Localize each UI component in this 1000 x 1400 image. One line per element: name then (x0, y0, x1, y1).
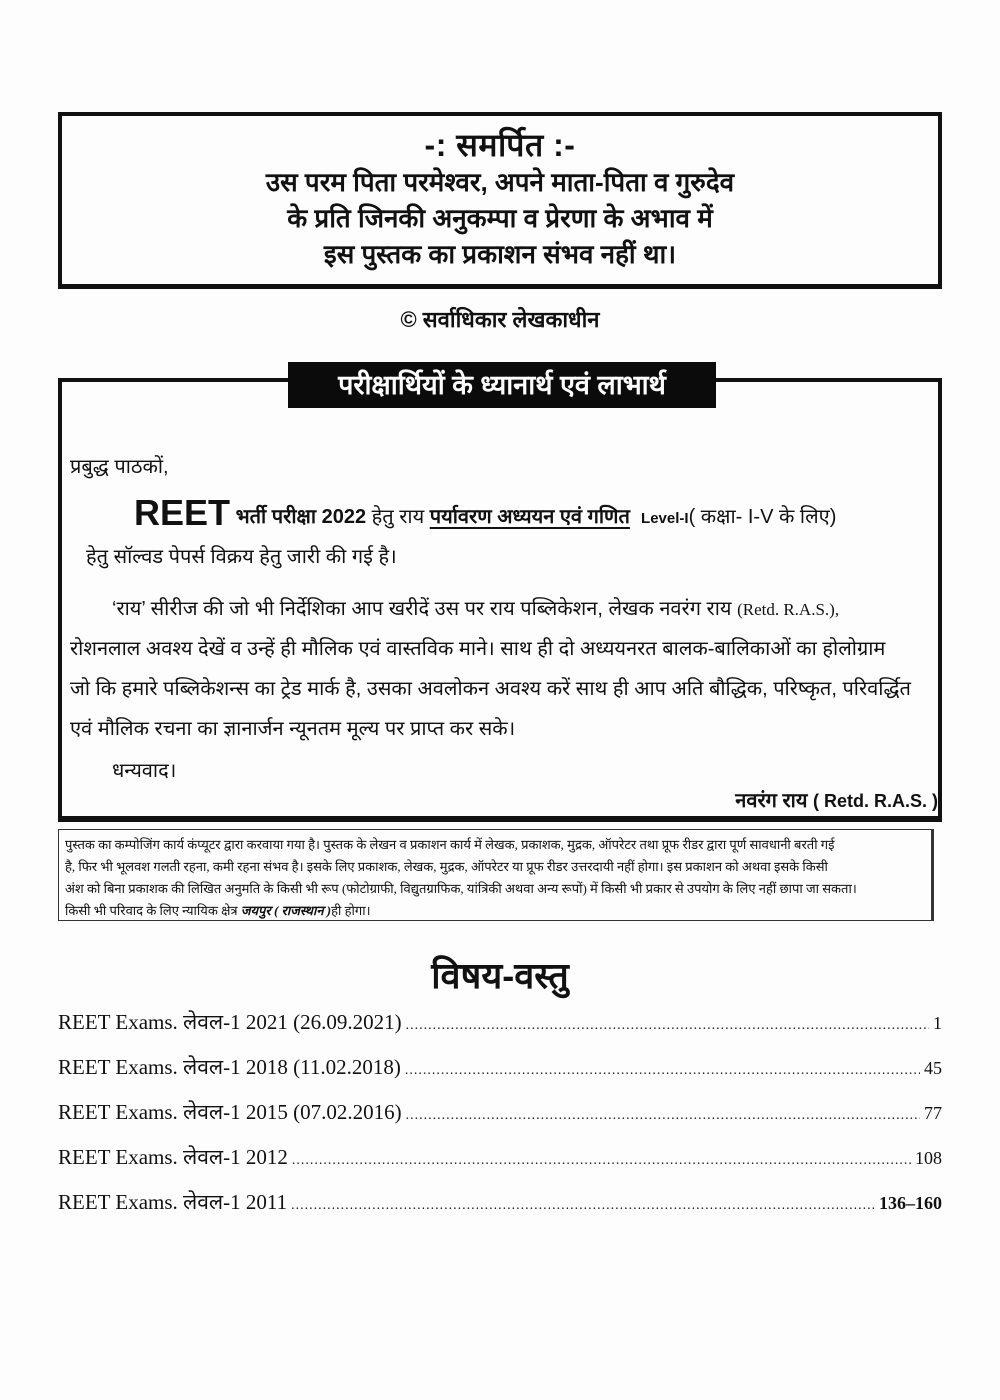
notice-box (58, 378, 942, 822)
signature-name: नवरंग राय (735, 790, 808, 812)
exam-name: भर्ती परीक्षा 2022 (235, 506, 367, 528)
toc-item[interactable] (58, 1143, 942, 1188)
disclaimer-box (58, 829, 934, 921)
intro-for: हेतु राय (371, 506, 425, 528)
toc-leader (406, 1108, 920, 1124)
intro-line (134, 492, 836, 534)
toc-item-page: 1 (933, 1013, 942, 1033)
toc-item-label: REET Exams. लेवल-1 2011 (58, 1190, 288, 1214)
toc-leader (405, 1063, 920, 1079)
dedication-line: उस परम पिता परमेश्वर, अपने माता-पिता व गुरुदेव (265, 167, 735, 197)
dedication-line: इस पुस्तक का प्रकाशन संभव नहीं था। (323, 239, 677, 269)
paragraph-line (112, 594, 839, 621)
paragraph-text: ‘राय’ सीरीज की जो भी निर्देशिका आप खरीदें उस पर राय पब्लिकेशन, लेखक नवरंग राय (112, 598, 732, 620)
toc-item-label: REET Exams. लेवल-1 2018 (11.02.2018) (58, 1055, 401, 1079)
copyright-notice: © सर्वाधिकार लेखकाधीन (400, 307, 600, 332)
table-of-contents (58, 1008, 942, 1233)
disclaimer-line: अंश को बिना प्रकाशक की लिखित अनुमति के किसी भी रूप (फोटोग्राफी, विद्युतग्राफिक, यांत्रिकी अथवा अन्य रूपों) में किसी भी प्रकार से उपयोग के लिए नहीं छापा जा सकता। (65, 881, 857, 896)
class-label: ( कक्षा- I-V के लिए) (688, 506, 837, 528)
paragraph-line: जो कि हमारे पब्लिकेशन्स का ट्रेड मार्क है, उसका अवलोकन अवश्य करें साथ ही आप अति बौद्धिक, परिष्कृत, परिवर्द्धित (70, 678, 911, 700)
toc-item-label: REET Exams. लेवल-1 2015 (07.02.2016) (58, 1100, 402, 1124)
disclaimer-line (65, 900, 925, 922)
toc-leader (406, 1018, 929, 1034)
toc-item[interactable] (58, 1008, 942, 1053)
toc-item-label: REET Exams. लेवल-1 2021 (26.09.2021) (58, 1010, 402, 1034)
toc-leader (291, 1198, 875, 1214)
dedication-line: के प्रति जिनकी अनुकम्पा व प्रेरणा के अभाव में (287, 203, 713, 233)
disclaimer-text: किसी भी परिवाद के लिए न्यायिक क्षेत्र (65, 903, 241, 918)
level-label: Level-I (641, 510, 689, 527)
toc-item-page: 136–160 (879, 1193, 942, 1213)
retd-label: (Retd. R.A.S.), (737, 600, 840, 619)
toc-leader (292, 1153, 911, 1169)
paragraph-line: एवं मौलिक रचना का ज्ञानार्जन न्यूनतम मूल्य पर प्राप्त कर सके। (70, 718, 516, 740)
greeting: प्रबुद्ध पाठकों, (70, 456, 169, 478)
dedication-box (58, 112, 942, 289)
disclaimer-line: पुस्तक का कम्पोजिंग कार्य कंप्यूटर द्वारा करवाया गया है। पुस्तक के लेखन व प्रकाशन कार्य में लेखक, प्रकाशक, मुद्रक, ऑपरेटर तथा प्रूफ रीडर द्वारा पूर्ण सावधानी बरती गई (65, 837, 835, 852)
dedication-title: -: समर्पित :- (424, 127, 576, 163)
signature (735, 786, 938, 813)
intro-line-2: हेतु सॉल्वड पेपर्स विक्रय हेतु जारी की गई है। (86, 546, 397, 568)
toc-item-label: REET Exams. लेवल-1 2012 (58, 1145, 288, 1169)
contents-title: विषय-वस्तु (431, 955, 569, 996)
toc-item[interactable] (58, 1098, 942, 1143)
reet-brand: REET (134, 492, 231, 533)
thanks-text: धन्यवाद। (112, 760, 177, 782)
paragraph-line: रोशनलाल अवश्य देखें व उन्हें ही मौलिक एवं वास्तविक माने। साथ ही दो अध्ययनरत बालक-बालिकाओं का होलोग्राम (70, 638, 886, 660)
toc-item-page: 45 (924, 1058, 942, 1078)
toc-item-page: 108 (915, 1148, 942, 1168)
subject-name: पर्यावरण अध्ययन एवं गणित (429, 506, 630, 528)
notice-header: परीक्षार्थियों के ध्यानार्थ एवं लाभार्थ (288, 362, 716, 408)
toc-item[interactable] (58, 1053, 942, 1098)
toc-item[interactable] (58, 1188, 942, 1233)
signature-title: ( Retd. R.A.S. ) (813, 791, 938, 811)
disclaimer-text: ही होगा। (331, 903, 371, 918)
disclaimer-line: है, फिर भी भूलवश गलती रहना, कमी रहना संभव है। इसके लिए प्रकाशक, लेखक, मुद्रक, ऑपरेटर या प्रूफ रीडर उत्तरदायी नहीं होगा। इस प्रकाशन को अथवा इसके किसी (65, 859, 828, 874)
toc-item-page: 77 (924, 1103, 942, 1123)
jurisdiction: जयपुर ( राजस्थान ) (240, 903, 332, 918)
